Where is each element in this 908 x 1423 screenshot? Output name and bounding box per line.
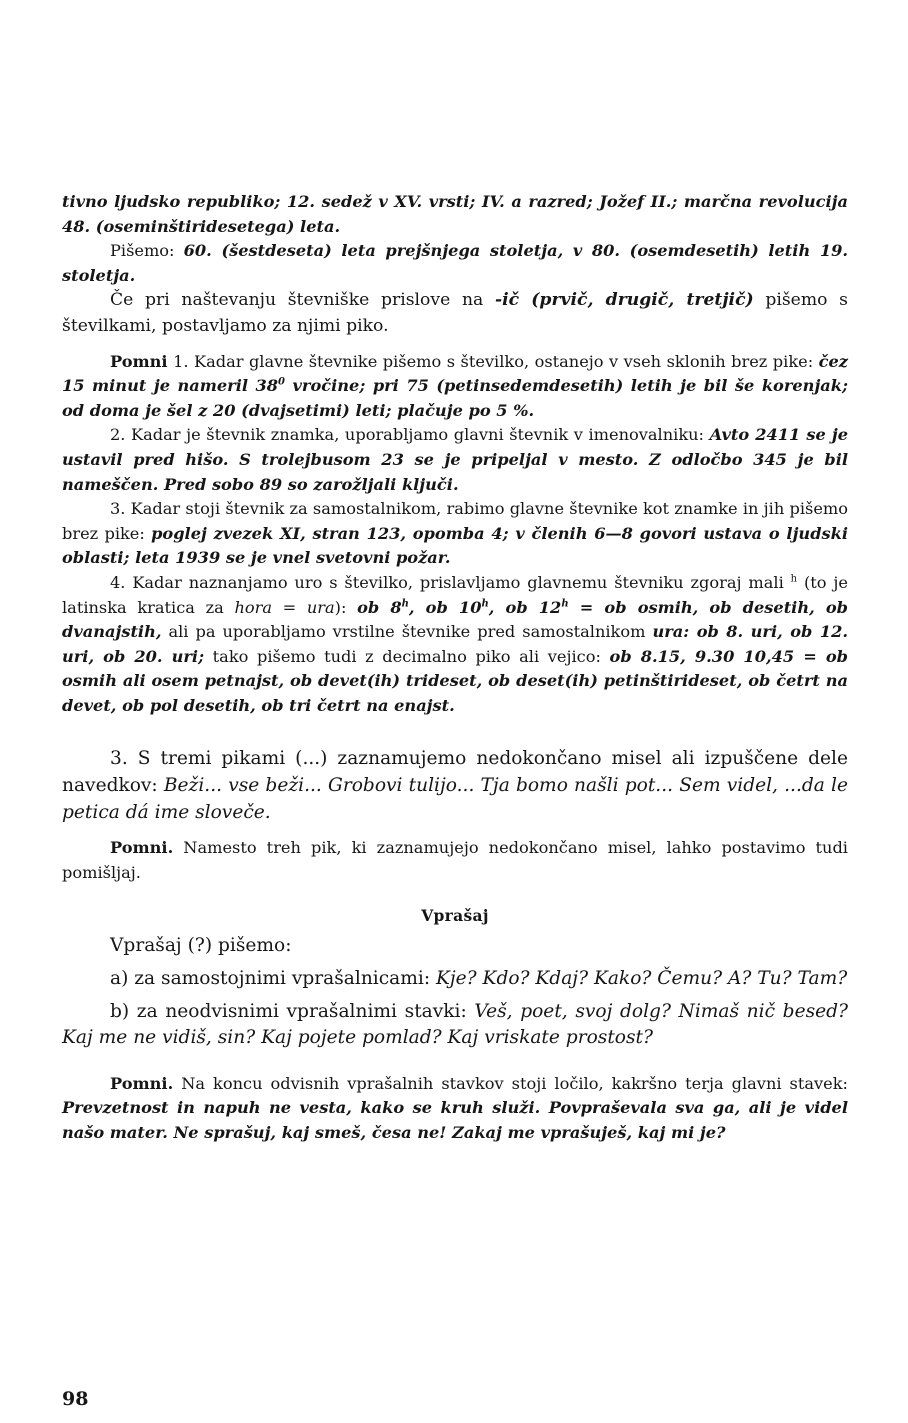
example-text: , ob 12 [488, 597, 562, 617]
example-text: -ič (prvič, drugič, tretjič) [494, 290, 754, 311]
note-5 [62, 836, 848, 885]
paragraph-continuation [62, 190, 848, 239]
note-4 [62, 571, 848, 719]
spacer [62, 1052, 848, 1072]
body-text: b) za neodvisnimi vprašalnimi stavki: [110, 1000, 475, 1022]
page-body [62, 190, 848, 1146]
example-text: , ob 10 [408, 597, 482, 617]
body-text: 3. Kadar stoji števnik za samostalnikom, rabimo glavne števnike kot znamke in jih pišemo brez pike: [62, 499, 848, 543]
example-text: Beži... vse beži... Grobovi tulijo... Tja bomo našli pot... Sem videl, ...da le petica dá ime sloveče. [62, 775, 848, 823]
note-2 [62, 423, 848, 497]
body-text: Pišemo: [110, 241, 184, 261]
example-text: čez 15 minut je nameril 38 [62, 351, 848, 396]
example-text: ob 8.15, 9.30 10,45 = ob osmih ali osem petnajst, ob devet(ih) trideset, ob deset(ih) petinštirideset, ob četrt na devet, ob pol desetih, ob tri četrt na enajst. [62, 646, 848, 715]
body-text: (to je latinska kratica za [62, 572, 848, 617]
example-text: 60. (šestdeseta) leta prejšnjega stoletja, v 80. (osemdesetih) letih 19. stoletja. [62, 241, 848, 285]
example-text: Prevzetnost in napuh ne vesta, kako se kruh služi. Povpraševala sva ga, ali je videl našo mater. Ne sprašuj, kaj smeš, česa ne! Zakaj me vprašuješ, kaj mi je? [62, 1098, 848, 1142]
body-text: 1. Kadar glavne števnike pišemo s številko, ostanejo v vseh sklonih brez pike: [167, 351, 819, 371]
note-1 [62, 350, 848, 424]
paragraph-prislovi [62, 288, 848, 339]
example-text: ob 8 [357, 597, 402, 617]
example-text: tivno ljudsko republiko; 12. sedež v XV. vrsti; IV. a razred; Jožef II.; marčna revolucija 48. (oseminštiridesetega) leta. [62, 192, 848, 236]
example-text: ura: ob 8. uri, ob 12. uri, ob 20. uri; [62, 622, 848, 666]
hour-superscript: h [561, 598, 569, 610]
body-text: 3. S tremi pikami (...) zaznamujemo nedokončano misel ali izpuščene dele navedkov: [62, 748, 848, 797]
note-label: Pomni [110, 351, 168, 371]
spacer [62, 340, 848, 350]
question-intro: Vprašaj (?) pišemo: [110, 935, 292, 957]
body-text: a) za samostojnimi vprašalnicami: [110, 968, 437, 990]
example-text: hora = ura [234, 597, 335, 617]
body-text: ali pa uporabljamo vrstilne števnike pred samostalnikom [161, 622, 653, 642]
body-text: tako pišemo tudi z decimalno piko ali vejico: [204, 646, 610, 666]
section-heading: Vprašaj [421, 906, 489, 926]
body-text: Na koncu odvisnih vprašalnih stavkov stoji ločilo, kakršno terja glavni stavek: [173, 1073, 848, 1093]
example-text: Veš, poet, svoj dolg? Nimaš nič besed? Kaj me ne vidiš, sin? Kaj pojete pomlad? Kaj vriskate prostost? [62, 1000, 848, 1049]
example-text: = ob osmih, ob desetih, ob dvanajstih, [62, 597, 848, 642]
note-label: Pomni. [110, 838, 174, 858]
example-text: Kje? Kdo? Kdaj? Kako? Čemu? A? Tu? Tam? [436, 968, 848, 990]
degree-superscript: 0 [278, 376, 286, 388]
spacer [62, 826, 848, 836]
note-6 [62, 1072, 848, 1146]
body-text: 4. Kadar naznanjamo uro s številko, prislavljamo glavnemu števniku zgoraj mali [110, 572, 791, 592]
question-a [62, 966, 848, 993]
page-number: 98 [62, 1388, 89, 1410]
spacer [62, 718, 848, 746]
paragraph-pisemo [62, 239, 848, 288]
example-text: vročine; pri 75 (petinsedemdesetih) letih je bil še korenjak; od doma je šel z 20 (dvajsetimi) leti; plačuje po 5 %. [62, 376, 848, 420]
note-3 [62, 497, 848, 571]
body-text: pišemo s številkami, postavljamo za njimi piko. [62, 290, 849, 336]
body-text: ): [334, 597, 358, 617]
hour-superscript: h [401, 598, 409, 610]
body-text: Če pri naštevanju števniške prislove na [110, 290, 495, 311]
example-text: Avto 2411 se je ustavil pred hišo. S trolejbusom 23 se je pripeljal v mesto. Z odločbo 345 je bil nameščen. Pred sobo 89 so zarožljali ključi. [62, 425, 848, 494]
hour-superscript: h [481, 598, 489, 610]
body-text: 2. Kadar je števnik znamka, uporabljamo glavni števnik v imenovalniku: [110, 425, 710, 445]
note-label: Pomni. [110, 1073, 174, 1093]
section-three-dots [62, 746, 848, 826]
body-text: Namesto treh pik, ki zaznamujejo nedokončano misel, lahko postavimo tudi pomišljaj. [62, 838, 848, 882]
question-b [62, 999, 848, 1052]
example-text: poglej zvezek XI, stran 123, opomba 4; v členih 6—8 govori ustava o ljudski oblasti; leta 1939 se je vnel svetovni požar. [62, 523, 849, 568]
hour-superscript: h [790, 573, 798, 585]
